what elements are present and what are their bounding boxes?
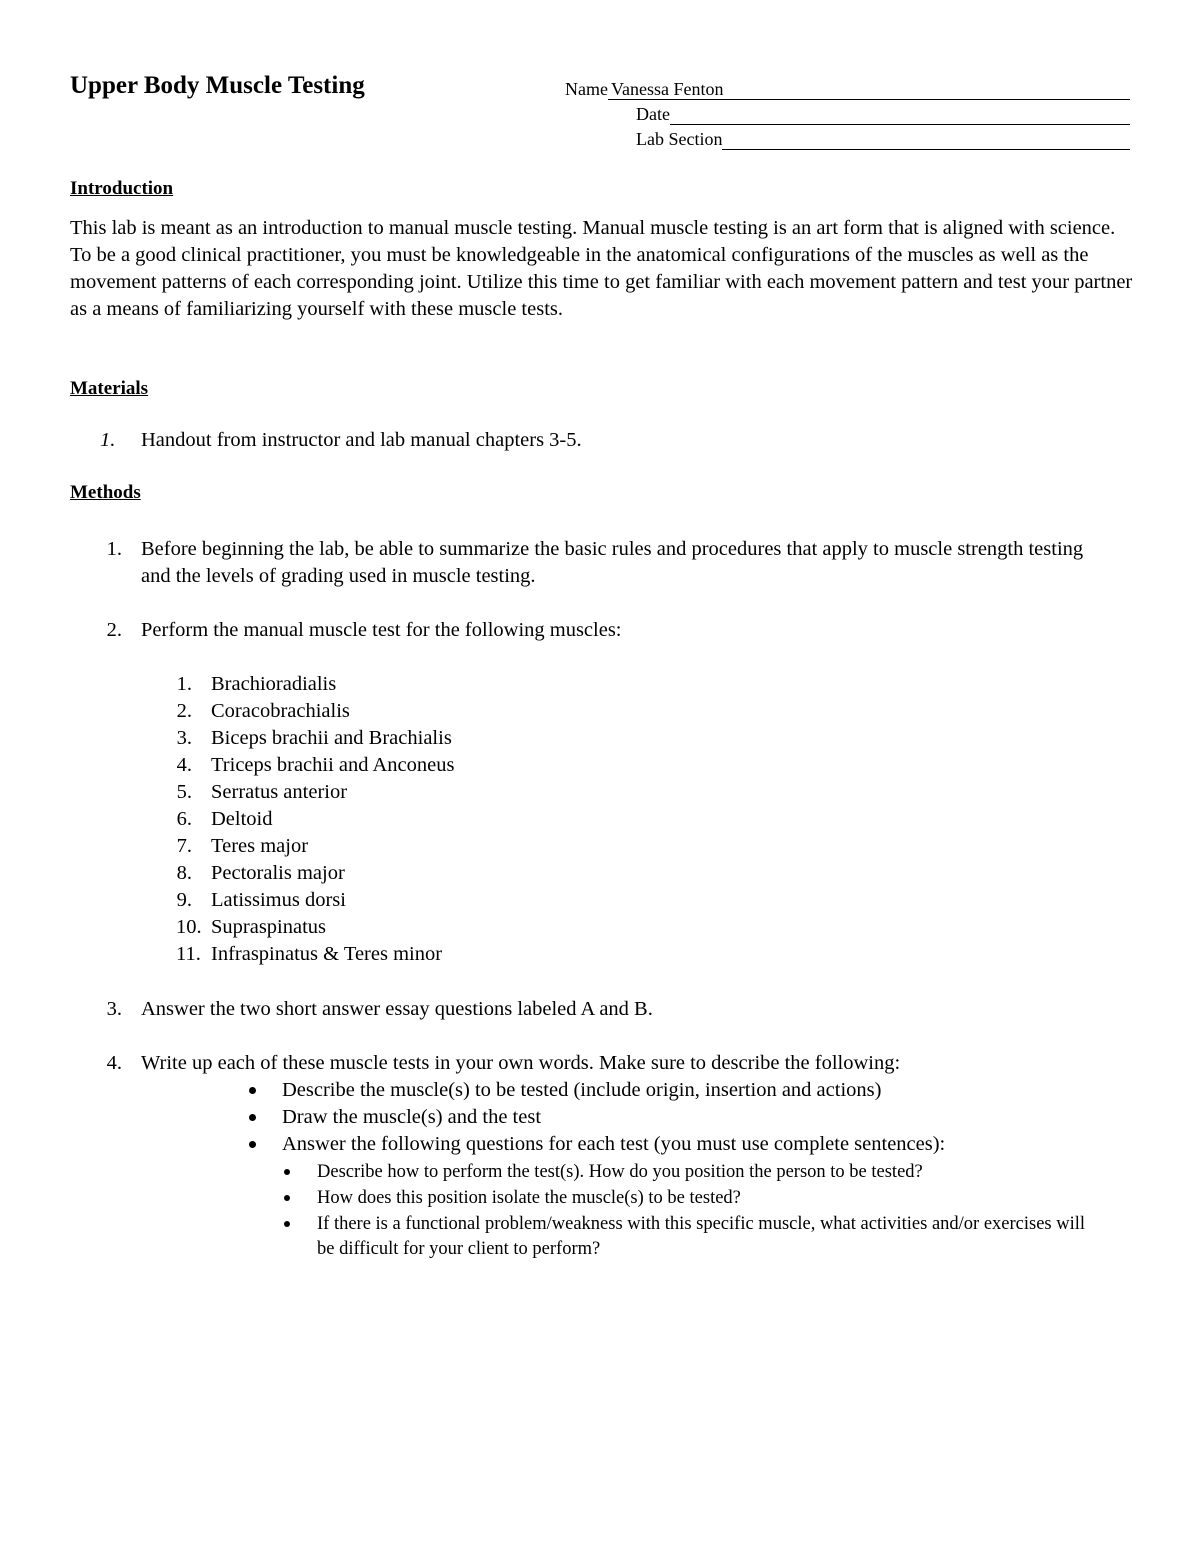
materials-item-number: 1. (100, 429, 116, 451)
method-step-number: 2. (106, 619, 122, 641)
muscle-item-text: Supraspinatus (211, 916, 327, 938)
bullet-dot (249, 1141, 256, 1148)
date-field (636, 103, 1130, 125)
muscle-item-number: 9. (176, 889, 192, 911)
muscle-item-text: Teres major (211, 835, 309, 857)
muscle-item-number: 4. (176, 754, 192, 776)
muscle-item-number: 3. (176, 727, 192, 749)
method-step-text: Answer the two short answer essay questions labeled A and B. (141, 998, 653, 1020)
method-step-number: 1. (106, 538, 122, 560)
materials-item-text: Handout from instructor and lab manual chapters 3-5. (141, 429, 582, 451)
muscle-item-number: 10. (176, 916, 202, 938)
muscle-item-number: 11. (176, 943, 201, 965)
name-field (565, 78, 1130, 100)
sub-bullet-text: Describe how to perform the test(s). How do you position the person to be tested? (317, 1162, 923, 1182)
method-step-text: Before beginning the lab, be able to summarize the basic rules and procedures that apply to muscle strength testing and the levels of grading used in muscle testing. (141, 538, 1084, 587)
methods-heading: Methods (70, 482, 141, 503)
name-line[interactable] (608, 79, 1130, 100)
document-title: Upper Body Muscle Testing (70, 72, 365, 99)
bullet-dot (249, 1087, 256, 1094)
bullet-text: Answer the following questions for each test (you must use complete sentences): (282, 1133, 946, 1155)
name-value: Vanessa Fenton (610, 79, 724, 99)
method-step-text: Write up each of these muscle tests in your own words. Make sure to describe the following: (141, 1052, 901, 1074)
introduction-text: This lab is meant as an introduction to manual muscle testing. Manual muscle testing is an art form that is aligned with science. To be a good clinical practitioner, you must be knowledgeable in the anatomical configurations of the muscles as well as the movement patterns of each corresponding joint. Utilize this time to get familiar with each movement pattern and test your partner as a means of familiarizing yourself with these muscle tests. (70, 217, 1133, 320)
bullet-dot (284, 1221, 290, 1227)
muscle-item-number: 6. (176, 808, 192, 830)
sub-bullet-text: How does this position isolate the muscle(s) to be tested? (317, 1188, 741, 1208)
introduction-heading: Introduction (70, 178, 174, 199)
name-label: Name (565, 79, 608, 99)
bullet-text: Describe the muscle(s) to be tested (include origin, insertion and actions) (282, 1079, 882, 1101)
muscle-item-text: Brachioradialis (211, 673, 337, 695)
date-label: Date (636, 104, 670, 124)
muscle-item-number: 1. (176, 673, 192, 695)
bullet-dot (284, 1195, 290, 1201)
bullet-text: Draw the muscle(s) and the test (282, 1106, 542, 1128)
muscle-item-number: 8. (176, 862, 192, 884)
method-step-text: Perform the manual muscle test for the following muscles: (141, 619, 622, 641)
muscle-item-text: Deltoid (211, 808, 273, 830)
muscle-item-text: Latissimus dorsi (211, 889, 346, 911)
muscle-item-text: Infraspinatus & Teres minor (211, 943, 443, 965)
sub-bullet-text: If there is a functional problem/weakness with this specific muscle, what activities and/or exercises will be difficult for your client to perform? (317, 1214, 1086, 1259)
date-line[interactable] (670, 104, 1130, 125)
muscle-item-text: Coracobrachialis (211, 700, 350, 722)
bullet-dot (284, 1169, 290, 1175)
method-step-number: 4. (106, 1052, 122, 1074)
muscle-item-text: Triceps brachii and Anconeus (211, 754, 455, 776)
muscle-item-text: Serratus anterior (211, 781, 348, 803)
bullet-dot (249, 1114, 256, 1121)
muscle-item-text: Biceps brachii and Brachialis (211, 727, 452, 749)
lab-section-label: Lab Section (636, 129, 723, 149)
muscle-item-text: Pectoralis major (211, 862, 345, 884)
muscle-item-number: 5. (176, 781, 192, 803)
method-step-number: 3. (106, 998, 122, 1020)
muscle-item-number: 7. (176, 835, 192, 857)
lab-section-line[interactable] (722, 129, 1130, 150)
muscle-item-number: 2. (176, 700, 192, 722)
lab-section-field (636, 128, 1130, 150)
materials-heading: Materials (70, 378, 149, 399)
